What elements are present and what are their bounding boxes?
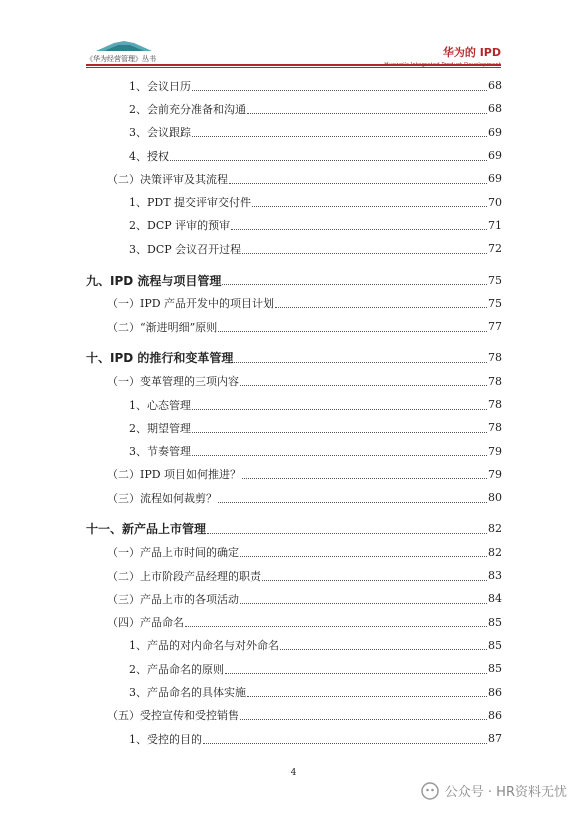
toc-leader-dots: [218, 330, 487, 332]
toc-entry-title: （二）上市阶段产品经理的职责: [107, 569, 261, 583]
toc-entry-title: 1、心态管理: [129, 398, 191, 412]
toc-leader-dots: [229, 182, 487, 184]
toc-leader-dots: [280, 648, 487, 650]
toc-leader-dots: [222, 283, 487, 285]
toc-entry-row[interactable]: [86, 237, 502, 260]
header-rule: [86, 64, 501, 66]
toc-page-number: 85: [488, 662, 502, 676]
toc-page-number: 79: [488, 444, 502, 458]
toc-page-number: 78: [488, 351, 502, 365]
toc-leader-dots: [242, 477, 487, 479]
toc-entry-row[interactable]: [86, 370, 502, 393]
table-of-contents: [86, 74, 502, 750]
toc-page-number: 82: [488, 545, 502, 559]
toc-page-number: 77: [488, 320, 502, 334]
toc-entry-row[interactable]: [86, 541, 502, 564]
toc-entry-title: 1、PDT 提交评审交付件: [129, 196, 252, 210]
toc-entry-row[interactable]: [86, 74, 502, 97]
toc-entry-title: （三）流程如何裁剪？: [107, 491, 217, 505]
toc-page-number: 69: [488, 125, 502, 139]
toc-entry-title: 2、DCP 评审的预审: [129, 219, 231, 233]
toc-entry-title: （四）产品命名: [107, 616, 184, 630]
toc-entry-row[interactable]: [86, 611, 502, 634]
toc-entry-title: 1、会议日历: [129, 79, 191, 93]
toc-entry-title: （五）受控宣传和受控销售: [107, 709, 239, 723]
toc-leader-dots: [218, 501, 487, 503]
toc-entry-title: 1、受控的目的: [129, 732, 202, 746]
toc-leader-dots: [242, 252, 487, 254]
toc-leader-dots: [262, 579, 487, 581]
toc-entry-row[interactable]: [86, 97, 502, 120]
toc-entry-row[interactable]: [86, 393, 502, 416]
toc-leader-dots: [231, 228, 487, 230]
toc-entry-title: （一）产品上市时间的确定: [107, 546, 239, 560]
toc-page-number: 86: [488, 685, 502, 699]
toc-entry-row[interactable]: [86, 463, 502, 486]
toc-entry-row[interactable]: [86, 634, 502, 657]
toc-entry-title: 2、会前充分准备和沟通: [129, 102, 246, 116]
toc-page-number: 84: [488, 592, 502, 606]
header-rule-thin: [86, 67, 501, 68]
toc-entry-row[interactable]: [86, 486, 502, 509]
toc-leader-dots: [240, 384, 487, 386]
toc-page-number: 68: [488, 102, 502, 116]
toc-entry-title: 九、IPD 流程与项目管理: [86, 273, 222, 288]
toc-leader-dots: [192, 431, 487, 433]
toc-entry-title: 十一、新产品上市管理: [86, 522, 207, 537]
toc-entry-row[interactable]: [86, 144, 502, 167]
wechat-official-account-icon: [421, 782, 439, 800]
toc-entry-row[interactable]: [86, 121, 502, 144]
toc-entry-title: （三）产品上市的各项活动: [107, 592, 239, 606]
toc-entry-title: 十、IPD 的推行和变革管理: [86, 351, 234, 366]
toc-page-number: 87: [488, 732, 502, 746]
toc-leader-dots: [170, 159, 487, 161]
toc-leader-dots: [247, 695, 487, 697]
toc-page-number: 72: [488, 242, 502, 256]
toc-entry-row[interactable]: [86, 657, 502, 680]
toc-entry-title: 1、产品的对内命名与对外命名: [129, 639, 279, 653]
toc-page-number: 75: [488, 296, 502, 310]
toc-entry-title: （二）决策评审及其流程: [107, 172, 228, 186]
toc-page-number: 69: [488, 149, 502, 163]
toc-page-number: 86: [488, 708, 502, 722]
toc-leader-dots: [240, 718, 487, 720]
toc-entry-row[interactable]: [86, 727, 502, 750]
toc-page-number: 78: [488, 398, 502, 411]
page-header: [86, 40, 501, 68]
toc-leader-dots: [192, 135, 487, 137]
toc-leader-dots: [240, 602, 487, 604]
watermark: [421, 781, 567, 800]
toc-entry-row[interactable]: [86, 704, 502, 727]
toc-page-number: 82: [488, 522, 502, 536]
toc-entry-row[interactable]: [86, 416, 502, 439]
toc-entry-title: （二）IPD 项目如何推进？: [107, 468, 242, 482]
toc-entry-row[interactable]: [86, 190, 502, 213]
toc-entry-row[interactable]: [86, 587, 502, 610]
page-number: 4: [290, 768, 297, 778]
toc-page-number: 83: [488, 569, 502, 583]
toc-leader-dots: [192, 89, 487, 91]
series-title: 《华为经营管理》丛书: [86, 55, 156, 63]
toc-entry-title: 3、节奏管理: [129, 445, 191, 459]
toc-leader-dots: [207, 532, 487, 534]
toc-entry-row[interactable]: [86, 680, 502, 703]
toc-entry-title: 3、产品命名的具体实施: [129, 686, 246, 700]
toc-page-number: 85: [488, 615, 502, 629]
toc-entry-row[interactable]: [86, 167, 502, 190]
toc-entry-title: （二）“渐进明细”原则: [107, 320, 218, 334]
toc-leader-dots: [247, 112, 487, 114]
brand-title: 华为的 IPD: [442, 46, 501, 59]
toc-leader-dots: [225, 672, 487, 674]
toc-page-number: 68: [488, 79, 502, 93]
watermark-text: 公众号 · HR资料无忧: [444, 785, 567, 800]
toc-page-number: 85: [488, 638, 502, 652]
toc-entry-row[interactable]: [86, 214, 502, 237]
toc-leader-dots: [240, 555, 487, 557]
toc-leader-dots: [203, 742, 487, 744]
toc-entry-title: 2、产品命名的原则: [129, 662, 224, 676]
mountain-logo-icon: [96, 40, 152, 52]
toc-page-number: 78: [488, 374, 502, 388]
toc-page-number: 75: [488, 273, 502, 287]
toc-page-number: 69: [488, 172, 502, 186]
toc-leader-dots: [234, 361, 487, 363]
toc-chapter-row[interactable]: [86, 268, 502, 291]
toc-leader-dots: [252, 205, 487, 207]
toc-page-number: 78: [488, 421, 502, 435]
toc-entry-title: 2、期望管理: [129, 421, 191, 435]
toc-leader-dots: [192, 408, 487, 410]
toc-page-number: 79: [488, 467, 502, 481]
toc-chapter-row[interactable]: [86, 517, 502, 540]
toc-entry-row[interactable]: [86, 292, 502, 315]
toc-entry-title: （一）IPD 产品开发中的项目计划: [107, 297, 275, 311]
toc-leader-dots: [192, 454, 487, 456]
toc-entry-title: 4、授权: [129, 149, 169, 163]
toc-leader-dots: [185, 625, 487, 627]
toc-page-number: 70: [488, 195, 502, 209]
toc-page-number: 71: [488, 218, 502, 232]
toc-entry-title: （一）变革管理的三项内容: [107, 375, 239, 389]
toc-leader-dots: [275, 306, 487, 308]
toc-page-number: 80: [488, 491, 502, 505]
toc-entry-title: 3、DCP 会议召开过程: [129, 242, 242, 256]
toc-entry-title: 3、会议跟踪: [129, 126, 191, 140]
toc-chapter-row[interactable]: [86, 346, 502, 369]
toc-entry-row[interactable]: [86, 439, 502, 462]
toc-entry-row[interactable]: [86, 315, 502, 338]
toc-entry-row[interactable]: [86, 564, 502, 587]
